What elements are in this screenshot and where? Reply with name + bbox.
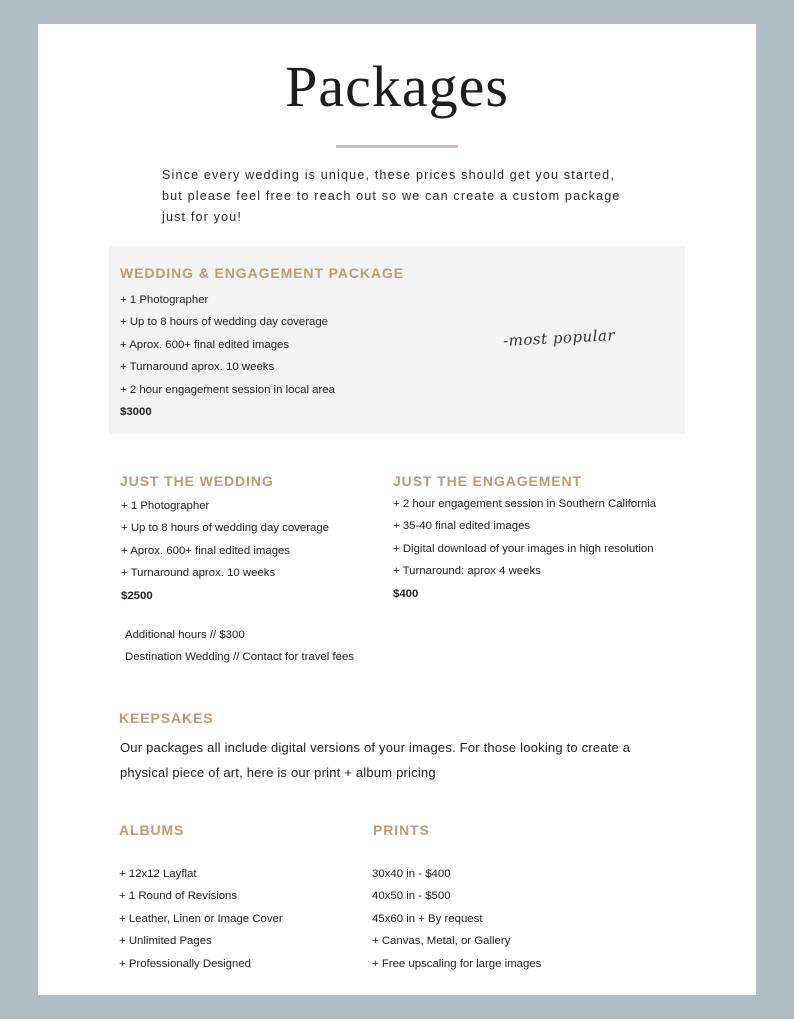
extras-list: [125, 624, 354, 669]
featured-package-list: [120, 289, 335, 423]
list-item: + Up to 8 hours of wedding day coverage: [120, 316, 329, 329]
list-item: + 2 hour engagement session in Southern California: [393, 498, 657, 510]
albums-heading: ALBUMS: [119, 822, 185, 838]
prints-list: [372, 863, 541, 975]
list-item: + Turnaround: aprox 4 weeks: [393, 565, 541, 578]
list-item: + Leather, Linen or Image Cover: [119, 912, 283, 925]
wedding-package-heading: JUST THE WEDDING: [120, 473, 274, 489]
list-item: + 35-40 final edited images: [393, 520, 531, 533]
list-item: + 1 Photographer: [121, 500, 210, 512]
list-item: 40x50 in - $500: [372, 890, 451, 903]
wedding-package-list: [121, 495, 329, 607]
page-title: Packages: [285, 54, 509, 119]
list-item: + Turnaround aprox. 10 weeks: [120, 361, 275, 374]
most-popular-badge: -most popular: [502, 326, 616, 350]
list-item: 30x40 in - $400: [372, 868, 451, 880]
list-item: + 2 hour engagement session in local area: [120, 383, 335, 396]
intro-text: Since every wedding is unique, these prices should get you started, but please feel free to reach out so we can create a custom package just for you!: [162, 168, 621, 224]
list-item: Destination Wedding // Contact for travel fees: [125, 651, 354, 664]
engagement-package-price: $400: [393, 587, 419, 600]
list-item: + Professionally Designed: [119, 957, 252, 970]
list-item: + 1 Photographer: [120, 294, 209, 306]
albums-list: [119, 863, 283, 975]
price-sheet: [38, 24, 756, 995]
list-item: + Canvas, Metal, or Gallery: [372, 935, 511, 948]
keepsakes-heading: KEEPSAKES: [119, 710, 214, 726]
list-item: + 12x12 Layflat: [119, 868, 197, 880]
list-item: + Aprox. 600+ final edited images: [121, 544, 291, 557]
featured-package-heading: WEDDING & ENGAGEMENT PACKAGE: [120, 265, 404, 281]
list-item: + Free upscaling for large images: [372, 957, 542, 970]
list-item: + Digital download of your images in high resolution: [393, 542, 654, 555]
list-item: + Up to 8 hours of wedding day coverage: [121, 522, 330, 535]
list-item: Additional hours // $300: [125, 629, 245, 641]
engagement-package-list: [393, 493, 656, 605]
list-item: + 1 Round of Revisions: [119, 890, 238, 903]
list-item: + Turnaround aprox. 10 weeks: [121, 567, 276, 580]
engagement-package-heading: JUST THE ENGAGEMENT: [393, 473, 583, 489]
list-item: 45x60 in + By request: [372, 912, 483, 925]
wedding-package-price: $2500: [121, 589, 153, 602]
list-item: + Aprox. 600+ final edited images: [120, 338, 290, 351]
title-divider: [336, 145, 458, 148]
featured-package-price: $3000: [120, 405, 152, 418]
prints-heading: PRINTS: [373, 822, 430, 838]
list-item: + Unlimited Pages: [119, 935, 212, 948]
keepsakes-text: Our packages all include digital versions of your images. For those looking to create a physical piece of art, here is our print + album pricing: [120, 740, 631, 780]
